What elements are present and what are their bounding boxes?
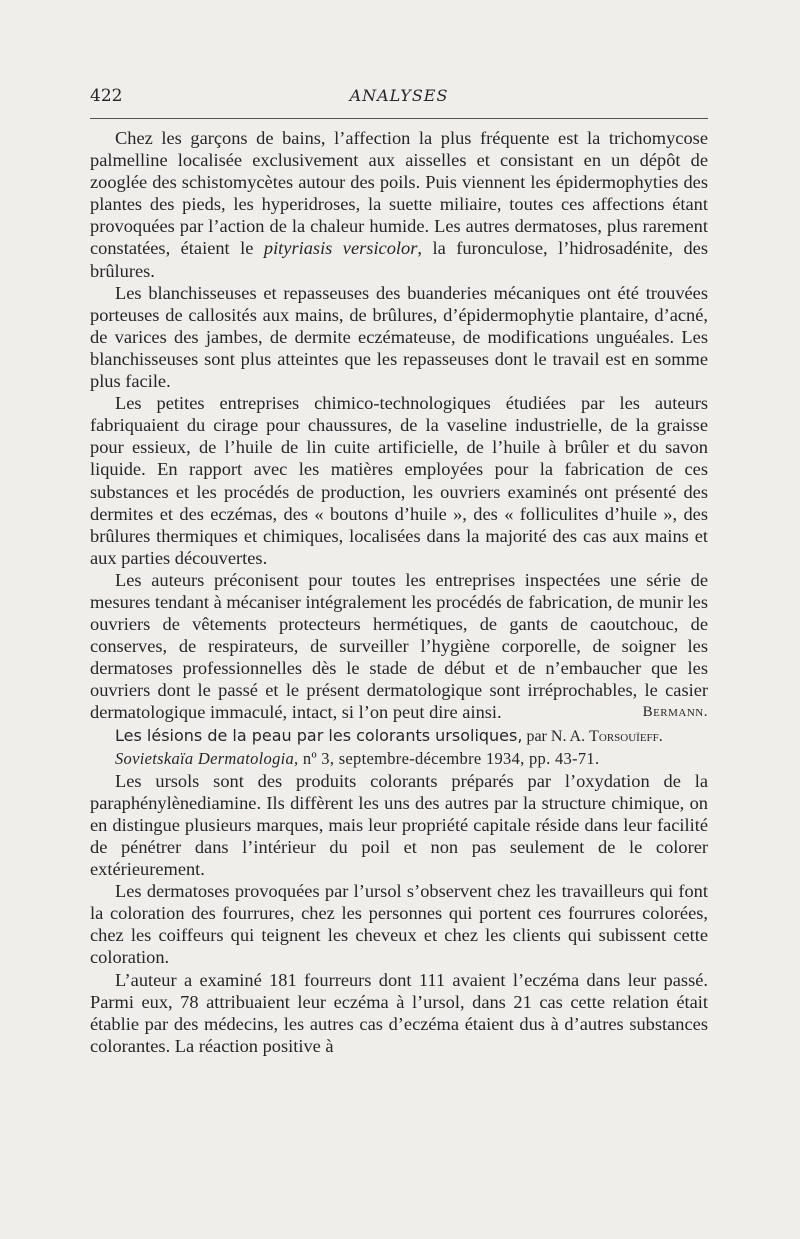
header-rule	[90, 118, 708, 119]
paragraph: Les blanchisseuses et repasseuses des buanderies mécaniques ont été trouvées porteuses de callosités aux mains, de brûlures, d’épidermophytie plantaire, d’acné, de varices des jambes, de dermite eczémateuse, de modifications unguéales. Les blanchisseuses sont plus atteintes que les repasseuses dont le travail est en somme plus facile.	[90, 282, 708, 392]
page-body	[90, 127, 708, 1057]
journal-name: Sovietskaïa Dermatologia,	[115, 748, 299, 768]
reviewer-signature: Bermann.	[642, 704, 708, 721]
running-title: ANALYSES	[349, 86, 449, 105]
page-header	[90, 86, 708, 112]
italic-term: pityriasis versicolor	[263, 238, 418, 259]
paragraph: Les auteurs préconisent pour toutes les entreprises inspectées une série de mesures tendant à mécaniser intégralement les procédés de fabrication, de munir les ouvriers de vêtements protecteurs hermétiques, de gants de caoutchouc, de conserves, de respirateurs, de surveiller l’hygiène corporelle, de soigner les dermatoses professionnelles dès le stade de début et de n’embaucher que les ouvriers dont le passé et le présent dermatologique sont irréprochables, le casier dermatologique immaculé, intact, si l’on peut dire ainsi. Bermann.	[90, 569, 708, 723]
article-author: Torsouïeff.	[589, 727, 663, 745]
paragraph: Chez les garçons de bains, l’affection la plus fréquente est la trichomycose palmelline localisée exclusivement aux aisselles et consistant en un dépôt de zooglée des schistomycètes autour des poils. Puis viennent les épidermophyties des plantes des pieds, les hyperidroses, la suette miliaire, toutes ces affections étant provoquées par l’action de la chaleur humide. Les autres dermatoses, plus rarement constatées, étaient le pityriasis versicolor, la furonculose, l’hidrosadénite, des brûlures.	[90, 128, 708, 281]
article-reference: Sovietskaïa Dermatologia, nº 3, septembre-décembre 1934, pp. 43-71.	[115, 748, 600, 768]
paragraph: Les petites entreprises chimico-technologiques étudiées par les auteurs fabriquaient du cirage pour chaussures, de la vaseline industrielle, de la graisse pour essieux, de l’huile de lin cuite artificielle, de l’huile à brûler et du savon liquide. En rapport avec les matières employées pour la fabrication de ces substances et les procédés de production, les ouvriers examinés ont présenté des dermites et des eczémas, des « boutons d’huile », des « folliculites d’huile », des brûlures thermiques et chimiques, localisées dans la majorité des cas aux mains et aux parties découvertes.	[90, 393, 708, 568]
paragraph: Les ursols sont des produits colorants préparés par l’oxydation de la paraphénylènediamine. Ils diffèrent les uns des autres par la structure chimique, on en distingue plusieurs marques, mais leur propriété capitale réside dans leur facilité de pénétrer dans l’intérieur du poil et non pas seulement de le colorer extérieurement.	[90, 770, 708, 880]
paragraph: Les dermatoses provoquées par l’ursol s’observent chez les travailleurs qui font la coloration des fourrures, chez les personnes qui portent ces fourrures colorées, chez les coiffeurs qui teignent les cheveux et chez les clients qui subissent cette coloration.	[90, 881, 708, 968]
article-title: Les lésions de la peau par les colorants ursoliques,	[115, 725, 523, 745]
paragraph: L’auteur a examiné 181 fourreurs dont 111 avaient l’eczéma dans leur passé. Parmi eux, 78 attribuaient leur eczéma à l’ursol, dans 21 cas cette relation était établie par des médecins, les autres cas d’eczéma étaient dus à d’autres substances colorantes. La réaction positive à	[90, 969, 708, 1056]
article-heading: Les lésions de la peau par les colorants ursoliques, par N. A. Torsouïeff.	[115, 725, 663, 745]
page-number: 422	[90, 86, 123, 106]
